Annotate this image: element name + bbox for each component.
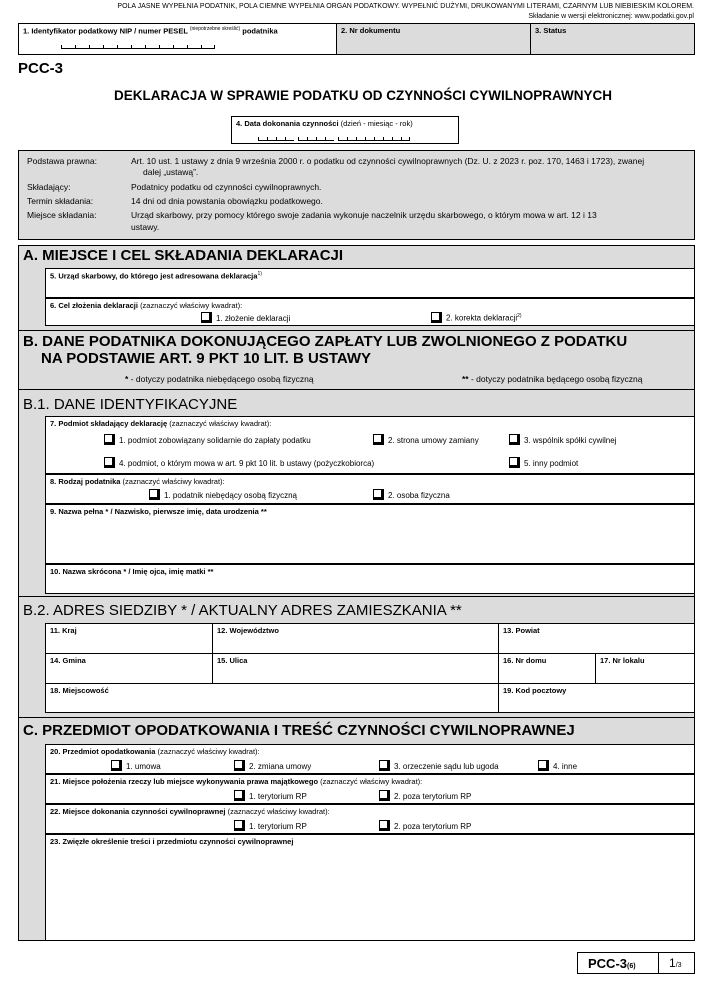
divider — [18, 717, 695, 718]
taxpayer-type-field: 8. Rodzaj podatnika (zaznaczyć właściwy kwadrat): 1. podatnik niebędący osobą fizyczną 2. osoba fizyczna — [45, 474, 695, 504]
checkbox[interactable] — [509, 457, 520, 468]
checkbox[interactable] — [149, 489, 160, 500]
footer-code: PCC-3(6) — [578, 953, 659, 973]
footer-form-id — [577, 952, 695, 974]
nip-pesel-field[interactable]: 1. Identyfikator podatkowy NIP / numer PESEL $^{(niepotrzebne skreślić)}$ podatnika — [19, 24, 337, 54]
subject-option-court-ruling[interactable]: 3. orzeczenie sądu lub ugoda — [379, 760, 499, 771]
basis-text: Art. 10 ust. 1 ustawy z dnia 9 września 2000 r. o podatku od czynności cywilnoprawnych (Dz. U. z 2023 r. poz. 170, 1463 i 1723), zwanej — [131, 156, 645, 166]
short-name-field[interactable]: 10. Nazwa skrócona * / Imię ojca, imię matki ** — [45, 564, 695, 594]
divider — [18, 330, 695, 331]
deadline-text: 14 dni od dnia powstania obowiązku podatkowego. — [131, 196, 323, 206]
checkbox[interactable] — [379, 760, 390, 771]
apartment-number-field[interactable]: 17. Nr lokalu — [596, 654, 694, 684]
checkbox[interactable] — [379, 790, 390, 801]
section-b1-title: B.1. DANE IDENTYFIKACYJNE — [23, 396, 238, 413]
form-code: PCC-3 — [18, 60, 64, 77]
checkbox[interactable] — [509, 434, 520, 445]
section-c-title: C. PRZEDMIOT OPODATKOWANIA I TREŚĆ CZYNNOŚCI CYWILNOPRAWNEJ — [23, 722, 575, 739]
place-text: Urząd skarbowy, przy pomocy którego swoje zadania wykonuje naczelnik urzędu skarbowego, o którym mowa w art. 12 i 13 — [131, 210, 597, 220]
divider — [18, 596, 695, 597]
taxpayer-type-option-2[interactable]: 2. osoba fizyczna — [373, 489, 450, 500]
basis-label: Podstawa prawna: — [27, 156, 97, 166]
subject-option-other[interactable]: 4. inne — [538, 760, 577, 771]
property-location-field: 21. Miejsce położenia rzeczy lub miejsce wykonywania prawa majątkowego (zaznaczyć właściwy kwadrat): 1. terytorium RP 2. poza terytorium RP — [45, 774, 695, 804]
section-b2-title: B.2. ADRES SIEDZIBY * / AKTUALNY ADRES ZAMIESZKANIA ** — [23, 602, 462, 619]
note-non-natural-person: * - dotyczy podatnika niebędącego osobą fizyczną — [125, 374, 314, 384]
checkbox[interactable] — [431, 312, 442, 323]
checkbox[interactable] — [104, 457, 115, 468]
city-field[interactable]: 18. Miejscowość — [46, 684, 499, 712]
checkbox[interactable] — [201, 312, 212, 323]
declaration-purpose-field: 6. Cel złożenia deklaracji (zaznaczyć właściwy kwadrat): 1. złożenie deklaracji 2. korekta deklaracji$^{2)}$ — [45, 298, 695, 326]
entity-option-2[interactable]: 2. strona umowy zamiany — [373, 434, 479, 445]
location-option-poland[interactable]: 1. terytorium RP — [234, 790, 307, 801]
postal-code-field[interactable]: 19. Kod pocztowy — [503, 686, 567, 695]
place-text-cont: ustawy. — [131, 222, 160, 232]
tax-office-field[interactable]: 5. Urząd skarbowy, do którego jest adresowana deklaracja$^{1)}$ — [45, 268, 695, 298]
address-grid — [45, 623, 695, 713]
activity-place-field: 22. Miejsce dokonania czynności cywilnoprawnej (zaznaczyć właściwy kwadrat): 1. terytorium RP 2. poza terytorium RP — [45, 804, 695, 834]
checkbox[interactable] — [234, 760, 245, 771]
checkbox[interactable] — [111, 760, 122, 771]
section-a-title: A. MIEJSCE I CEL SKŁADANIA DEKLARACJI — [23, 247, 344, 264]
form-title: DEKLARACJA W SPRAWIE PODATKU OD CZYNNOŚCI CYWILNOPRAWNYCH — [113, 88, 612, 103]
place-option-abroad[interactable]: 2. poza terytorium RP — [379, 820, 471, 831]
filer-label: Składający: — [27, 182, 71, 192]
entity-option-5[interactable]: 5. inny podmiot — [509, 457, 578, 468]
checkbox[interactable] — [379, 820, 390, 831]
entity-option-1[interactable]: 1. podmiot zobowiązany solidarnie do zapłaty podatku — [104, 434, 311, 445]
checkbox[interactable] — [373, 489, 384, 500]
divider — [18, 389, 695, 390]
filing-entity-field: 7. Podmiot składający deklarację (zaznaczyć właściwy kwadrat): 1. podmiot zobowiązany solidarnie do zapłaty podatku 2. strona umowy zamiany 3. wspólnik spółki cywilnej 4. podmiot, o którym mowa w art. 9 pkt 10 lit. b ustawy (pożyczkobiorca) 5. inny podmiot — [45, 416, 695, 474]
info-block — [18, 150, 695, 240]
top-id-row — [18, 23, 695, 55]
location-option-abroad[interactable]: 2. poza terytorium RP — [379, 790, 471, 801]
basis-text-cont: dalej „ustawą”. — [143, 167, 199, 177]
county-field[interactable]: 13. Powiat — [499, 624, 694, 654]
subject-option-contract[interactable]: 1. umowa — [111, 760, 161, 771]
taxpayer-type-option-1[interactable]: 1. podatnik niebędący osobą fizyczną — [149, 489, 297, 500]
section-b-title-cont: NA PODSTAWIE ART. 9 PKT 10 LIT. B USTAWY — [41, 350, 372, 367]
checkbox[interactable] — [373, 434, 384, 445]
house-number-field[interactable]: 16. Nr domu — [499, 654, 596, 684]
municipality-field[interactable]: 14. Gmina — [46, 654, 213, 684]
date-boxes — [258, 137, 410, 141]
section-b-title: B. DANE PODATNIKA DOKONUJĄCEGO ZAPŁATY LUB ZWOLNIONEGO Z PODATKU — [23, 333, 628, 350]
document-number-field: 2. Nr dokumentu — [337, 24, 531, 54]
purpose-option-correction[interactable]: 2. korekta deklaracji$^{2)}$ — [431, 312, 522, 323]
checkbox[interactable] — [234, 790, 245, 801]
page-number: 1/3 — [669, 956, 682, 970]
status-field: 3. Status — [535, 26, 567, 35]
country-field[interactable]: 11. Kraj — [46, 624, 213, 654]
activity-description-field[interactable]: 23. Zwięzłe określenie treści i przedmiotu czynności cywilnoprawnej — [45, 834, 695, 941]
full-name-field[interactable]: 9. Nazwa pełna * / Nazwisko, pierwsze imię, data urodzenia ** — [45, 504, 695, 564]
fill-instruction: POLA JASNE WYPEŁNIA PODATNIK, POLA CIEMNE WYPEŁNIA ORGAN PODATKOWY. WYPEŁNIĆ DUŻYMI, DRUKOWANYMI LITERAMI, CZARNYM LUB NIEBIESKIM KOLOREM. — [117, 3, 694, 10]
street-field[interactable]: 15. Ulica — [213, 654, 499, 684]
place-label: Miejsce składania: — [27, 210, 97, 220]
electronic-filing-note: Składanie w wersji elektronicznej: www.podatki.gov.pl — [528, 13, 694, 20]
date-of-activity-field[interactable]: 4. Data dokonania czynności (dzień - miesiąc - rok) — [231, 116, 459, 144]
deadline-label: Termin składania: — [27, 196, 94, 206]
subject-option-amendment[interactable]: 2. zmiana umowy — [234, 760, 311, 771]
entity-option-3[interactable]: 3. wspólnik spółki cywilnej — [509, 434, 616, 445]
nip-digit-boxes — [61, 45, 215, 49]
checkbox[interactable] — [234, 820, 245, 831]
taxable-subject-field: 20. Przedmiot opodatkowania (zaznaczyć właściwy kwadrat): 1. umowa 2. zmiana umowy 3. orzeczenie sądu lub ugoda 4. inne — [45, 744, 695, 774]
checkbox[interactable] — [538, 760, 549, 771]
place-option-poland[interactable]: 1. terytorium RP — [234, 820, 307, 831]
entity-option-4[interactable]: 4. podmiot, o którym mowa w art. 9 pkt 10 lit. b ustawy (pożyczkobiorca) — [104, 457, 374, 468]
note-natural-person: ** - dotyczy podatnika będącego osobą fizyczną — [462, 374, 643, 384]
checkbox[interactable] — [104, 434, 115, 445]
purpose-option-submit[interactable]: 1. złożenie deklaracji — [201, 312, 290, 323]
filer-text: Podatnicy podatku od czynności cywilnoprawnych. — [131, 182, 322, 192]
voivodeship-field[interactable]: 12. Województwo — [213, 624, 499, 654]
